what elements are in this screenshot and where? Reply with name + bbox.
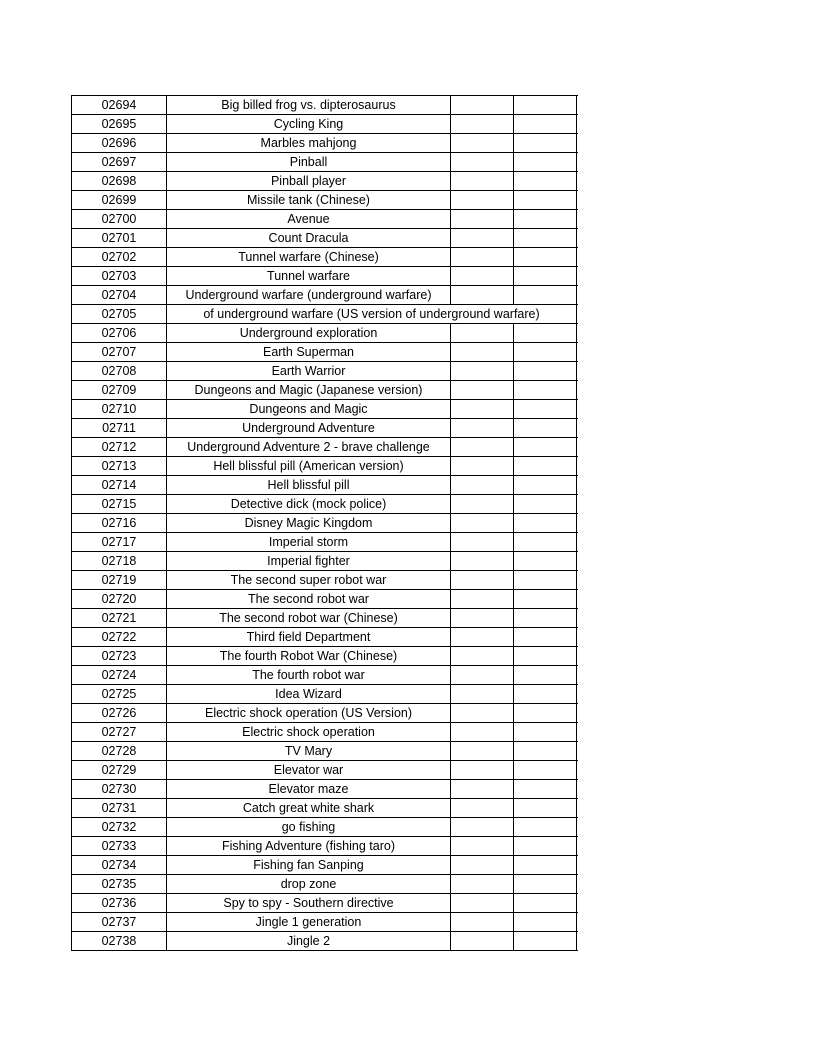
empty-cell-c[interactable]: [451, 267, 514, 285]
name-cell[interactable]: Marbles mahjong: [167, 134, 451, 152]
table-row: [72, 172, 578, 191]
empty-cell-d[interactable]: [514, 533, 577, 551]
name-cell[interactable]: Earth Warrior: [167, 362, 451, 380]
id-cell[interactable]: 02738: [72, 932, 167, 950]
table-row: [72, 248, 578, 267]
id-cell[interactable]: 02711: [72, 419, 167, 437]
id-cell[interactable]: 02728: [72, 742, 167, 760]
name-cell[interactable]: Disney Magic Kingdom: [167, 514, 451, 532]
name-cell[interactable]: TV Mary: [167, 742, 451, 760]
table-row: [72, 457, 578, 476]
name-cell[interactable]: drop zone: [167, 875, 451, 893]
empty-cell-c[interactable]: [451, 609, 514, 627]
id-cell[interactable]: 02698: [72, 172, 167, 190]
name-cell-overflow-text: of underground warfare (US version of underground warfare): [203, 307, 540, 321]
empty-cell-d[interactable]: [514, 723, 577, 741]
empty-cell-d[interactable]: [514, 704, 577, 722]
empty-cell-c[interactable]: [451, 875, 514, 893]
table-row: [72, 647, 578, 666]
id-cell[interactable]: 02695: [72, 115, 167, 133]
id-cell[interactable]: 02723: [72, 647, 167, 665]
name-cell[interactable]: The second robot war: [167, 590, 451, 608]
name-cell[interactable]: The second super robot war: [167, 571, 451, 589]
table-row: [72, 305, 578, 324]
empty-cell-d[interactable]: [514, 514, 577, 532]
name-cell[interactable]: Underground warfare (underground warfare): [167, 286, 451, 304]
table-row: [72, 609, 578, 628]
empty-cell-c[interactable]: [451, 96, 514, 114]
name-cell[interactable]: Electric shock operation (US Version): [167, 704, 451, 722]
empty-cell-c[interactable]: [451, 248, 514, 266]
empty-cell-c[interactable]: [451, 476, 514, 494]
name-cell[interactable]: Tunnel warfare: [167, 267, 451, 285]
empty-cell-c[interactable]: [451, 723, 514, 741]
name-cell[interactable]: Tunnel warfare (Chinese): [167, 248, 451, 266]
name-cell[interactable]: Electric shock operation: [167, 723, 451, 741]
name-cell[interactable]: Elevator maze: [167, 780, 451, 798]
empty-cell-c[interactable]: [451, 894, 514, 912]
id-cell[interactable]: 02696: [72, 134, 167, 152]
empty-cell-c[interactable]: [451, 514, 514, 532]
table-row: [72, 514, 578, 533]
empty-cell-d[interactable]: [514, 172, 577, 190]
empty-cell-d[interactable]: [514, 913, 577, 931]
id-cell[interactable]: 02727: [72, 723, 167, 741]
empty-cell-c[interactable]: [451, 818, 514, 836]
empty-cell-c[interactable]: [451, 438, 514, 456]
empty-cell-c[interactable]: [451, 229, 514, 247]
empty-cell-d[interactable]: [514, 115, 577, 133]
table-row: [72, 761, 578, 780]
empty-cell-c[interactable]: [451, 343, 514, 361]
table-row: [72, 324, 578, 343]
id-cell[interactable]: 02724: [72, 666, 167, 684]
id-cell[interactable]: 02733: [72, 837, 167, 855]
table-row: [72, 704, 578, 723]
id-cell[interactable]: 02730: [72, 780, 167, 798]
name-cell[interactable]: Dungeons and Magic: [167, 400, 451, 418]
id-cell[interactable]: 02714: [72, 476, 167, 494]
empty-cell-c[interactable]: [451, 191, 514, 209]
empty-cell-c[interactable]: [451, 742, 514, 760]
name-cell[interactable]: Hell blissful pill: [167, 476, 451, 494]
table-row: [72, 134, 578, 153]
name-cell[interactable]: go fishing: [167, 818, 451, 836]
empty-cell-c[interactable]: [451, 780, 514, 798]
table-row: [72, 552, 578, 571]
name-cell[interactable]: Count Dracula: [167, 229, 451, 247]
empty-cell-c[interactable]: [451, 210, 514, 228]
name-cell[interactable]: Hell blissful pill (American version): [167, 457, 451, 475]
empty-cell-d[interactable]: [514, 495, 577, 513]
table-row: [72, 495, 578, 514]
empty-cell-c[interactable]: [451, 685, 514, 703]
name-cell[interactable]: Fishing fan Sanping: [167, 856, 451, 874]
empty-cell-d[interactable]: [514, 96, 577, 114]
id-cell[interactable]: 02737: [72, 913, 167, 931]
empty-cell-d[interactable]: [514, 381, 577, 399]
table-row: [72, 533, 578, 552]
spreadsheet-table: [71, 95, 578, 951]
empty-cell-c[interactable]: [451, 324, 514, 342]
id-cell[interactable]: 02732: [72, 818, 167, 836]
empty-cell-d[interactable]: [514, 286, 577, 304]
empty-cell-d[interactable]: [514, 932, 577, 950]
name-cell[interactable]: The fourth robot war: [167, 666, 451, 684]
id-cell[interactable]: 02697: [72, 153, 167, 171]
name-cell[interactable]: Third field Department: [167, 628, 451, 646]
name-cell[interactable]: Imperial fighter: [167, 552, 451, 570]
name-cell[interactable]: Underground Adventure: [167, 419, 451, 437]
name-cell[interactable]: Fishing Adventure (fishing taro): [167, 837, 451, 855]
empty-cell-d[interactable]: [514, 780, 577, 798]
empty-cell-d[interactable]: [514, 362, 577, 380]
id-cell[interactable]: 02705: [72, 305, 167, 323]
empty-cell-c[interactable]: [451, 704, 514, 722]
empty-cell-d[interactable]: [514, 609, 577, 627]
empty-cell-d[interactable]: [514, 837, 577, 855]
empty-cell-d[interactable]: [514, 552, 577, 570]
empty-cell-d[interactable]: [514, 628, 577, 646]
empty-cell-c[interactable]: [451, 647, 514, 665]
empty-cell-c[interactable]: [451, 457, 514, 475]
id-cell[interactable]: 02735: [72, 875, 167, 893]
empty-cell-c[interactable]: [451, 286, 514, 304]
name-cell[interactable]: Avenue: [167, 210, 451, 228]
id-cell[interactable]: 02720: [72, 590, 167, 608]
table-row: [72, 476, 578, 495]
empty-cell-d[interactable]: [514, 742, 577, 760]
empty-cell-d[interactable]: [514, 229, 577, 247]
empty-cell-d[interactable]: [514, 419, 577, 437]
empty-cell-c[interactable]: [451, 913, 514, 931]
id-cell[interactable]: 02707: [72, 343, 167, 361]
name-cell[interactable]: Missile tank (Chinese): [167, 191, 451, 209]
name-cell[interactable]: Jingle 2: [167, 932, 451, 950]
id-cell[interactable]: 02694: [72, 96, 167, 114]
empty-cell-c[interactable]: [451, 837, 514, 855]
empty-cell-d[interactable]: [514, 856, 577, 874]
empty-cell-d[interactable]: [514, 476, 577, 494]
id-cell[interactable]: 02725: [72, 685, 167, 703]
table-row: [72, 913, 578, 932]
empty-cell-c[interactable]: [451, 552, 514, 570]
empty-cell-c[interactable]: [451, 134, 514, 152]
empty-cell-d[interactable]: [514, 153, 577, 171]
id-cell[interactable]: 02717: [72, 533, 167, 551]
name-cell[interactable]: Detective dick (mock police): [167, 495, 451, 513]
empty-cell-d[interactable]: [514, 324, 577, 342]
table-row: [72, 875, 578, 894]
empty-cell-d[interactable]: [514, 457, 577, 475]
empty-cell-d[interactable]: [514, 894, 577, 912]
id-cell[interactable]: 02729: [72, 761, 167, 779]
table-row: [72, 685, 578, 704]
empty-cell-c[interactable]: [451, 856, 514, 874]
empty-cell-d[interactable]: [514, 267, 577, 285]
id-cell[interactable]: 02719: [72, 571, 167, 589]
empty-cell-c[interactable]: [451, 761, 514, 779]
id-cell[interactable]: 02713: [72, 457, 167, 475]
table-row: [72, 153, 578, 172]
empty-cell-d[interactable]: [514, 438, 577, 456]
empty-cell-d[interactable]: [514, 799, 577, 817]
empty-cell-c[interactable]: [451, 495, 514, 513]
id-cell[interactable]: 02721: [72, 609, 167, 627]
id-cell[interactable]: 02700: [72, 210, 167, 228]
empty-cell-d[interactable]: [514, 666, 577, 684]
id-cell[interactable]: 02702: [72, 248, 167, 266]
empty-cell-c[interactable]: [451, 115, 514, 133]
table-row: [72, 96, 578, 115]
name-cell[interactable]: Earth Superman: [167, 343, 451, 361]
empty-cell-d[interactable]: [514, 571, 577, 589]
table-row: [72, 742, 578, 761]
name-cell[interactable]: Imperial storm: [167, 533, 451, 551]
name-cell[interactable]: Spy to spy - Southern directive: [167, 894, 451, 912]
empty-cell-d[interactable]: [514, 210, 577, 228]
id-cell[interactable]: 02734: [72, 856, 167, 874]
id-cell[interactable]: 02736: [72, 894, 167, 912]
empty-cell-c[interactable]: [451, 590, 514, 608]
name-cell[interactable]: Underground Adventure 2 - brave challenge: [167, 438, 451, 456]
empty-cell-c[interactable]: [451, 362, 514, 380]
empty-cell-d[interactable]: [514, 343, 577, 361]
name-cell[interactable]: Idea Wizard: [167, 685, 451, 703]
table-row: [72, 343, 578, 362]
empty-cell-d[interactable]: [514, 818, 577, 836]
empty-cell-c[interactable]: [451, 419, 514, 437]
id-cell[interactable]: 02726: [72, 704, 167, 722]
table-row: [72, 571, 578, 590]
empty-cell-d[interactable]: [514, 685, 577, 703]
table-row: [72, 400, 578, 419]
id-cell[interactable]: 02706: [72, 324, 167, 342]
id-cell[interactable]: 02722: [72, 628, 167, 646]
table-row: [72, 818, 578, 837]
table-row: [72, 628, 578, 647]
name-cell[interactable]: Catch great white shark: [167, 799, 451, 817]
name-cell[interactable]: The fourth Robot War (Chinese): [167, 647, 451, 665]
empty-cell-c[interactable]: [451, 381, 514, 399]
table-row: [72, 932, 578, 951]
empty-cell-c[interactable]: [451, 932, 514, 950]
empty-cell-c[interactable]: [451, 153, 514, 171]
id-cell[interactable]: 02699: [72, 191, 167, 209]
table-row: [72, 723, 578, 742]
table-row: [72, 856, 578, 875]
id-cell[interactable]: 02703: [72, 267, 167, 285]
name-cell[interactable]: Dungeons and Magic (Japanese version): [167, 381, 451, 399]
table-row: [72, 381, 578, 400]
name-cell[interactable]: Big billed frog vs. dipterosaurus: [167, 96, 451, 114]
id-cell[interactable]: 02716: [72, 514, 167, 532]
name-cell[interactable]: Pinball: [167, 153, 451, 171]
empty-cell-c[interactable]: [451, 799, 514, 817]
empty-cell-d[interactable]: [514, 134, 577, 152]
table-row: [72, 286, 578, 305]
empty-cell-c[interactable]: [451, 571, 514, 589]
table-row: [72, 438, 578, 457]
table-row: [72, 191, 578, 210]
empty-cell-c[interactable]: [451, 628, 514, 646]
name-cell[interactable]: The second robot war (Chinese): [167, 609, 451, 627]
table-row: [72, 419, 578, 438]
table-row: [72, 210, 578, 229]
empty-cell-d[interactable]: [514, 191, 577, 209]
empty-cell-d[interactable]: [514, 400, 577, 418]
id-cell[interactable]: 02704: [72, 286, 167, 304]
table-row: [72, 590, 578, 609]
id-cell[interactable]: 02710: [72, 400, 167, 418]
id-cell[interactable]: 02712: [72, 438, 167, 456]
table-row: [72, 115, 578, 134]
empty-cell-c[interactable]: [451, 666, 514, 684]
empty-cell-c[interactable]: [451, 400, 514, 418]
id-cell[interactable]: 02731: [72, 799, 167, 817]
empty-cell-d[interactable]: [514, 590, 577, 608]
empty-cell-d[interactable]: [514, 761, 577, 779]
table-row: [72, 267, 578, 286]
table-row: [72, 799, 578, 818]
table-row: [72, 894, 578, 913]
name-cell[interactable]: [167, 305, 577, 323]
table-row: [72, 837, 578, 856]
id-cell[interactable]: 02701: [72, 229, 167, 247]
name-cell[interactable]: Underground exploration: [167, 324, 451, 342]
name-cell[interactable]: Jingle 1 generation: [167, 913, 451, 931]
empty-cell-c[interactable]: [451, 172, 514, 190]
empty-cell-d[interactable]: [514, 647, 577, 665]
empty-cell-d[interactable]: [514, 875, 577, 893]
id-cell[interactable]: 02718: [72, 552, 167, 570]
id-cell[interactable]: 02709: [72, 381, 167, 399]
id-cell[interactable]: 02715: [72, 495, 167, 513]
table-row: [72, 229, 578, 248]
empty-cell-d[interactable]: [514, 248, 577, 266]
name-cell[interactable]: Pinball player: [167, 172, 451, 190]
table-row: [72, 362, 578, 381]
name-cell[interactable]: Cycling King: [167, 115, 451, 133]
table-row: [72, 780, 578, 799]
id-cell[interactable]: 02708: [72, 362, 167, 380]
name-cell[interactable]: Elevator war: [167, 761, 451, 779]
empty-cell-c[interactable]: [451, 533, 514, 551]
table-row: [72, 666, 578, 685]
